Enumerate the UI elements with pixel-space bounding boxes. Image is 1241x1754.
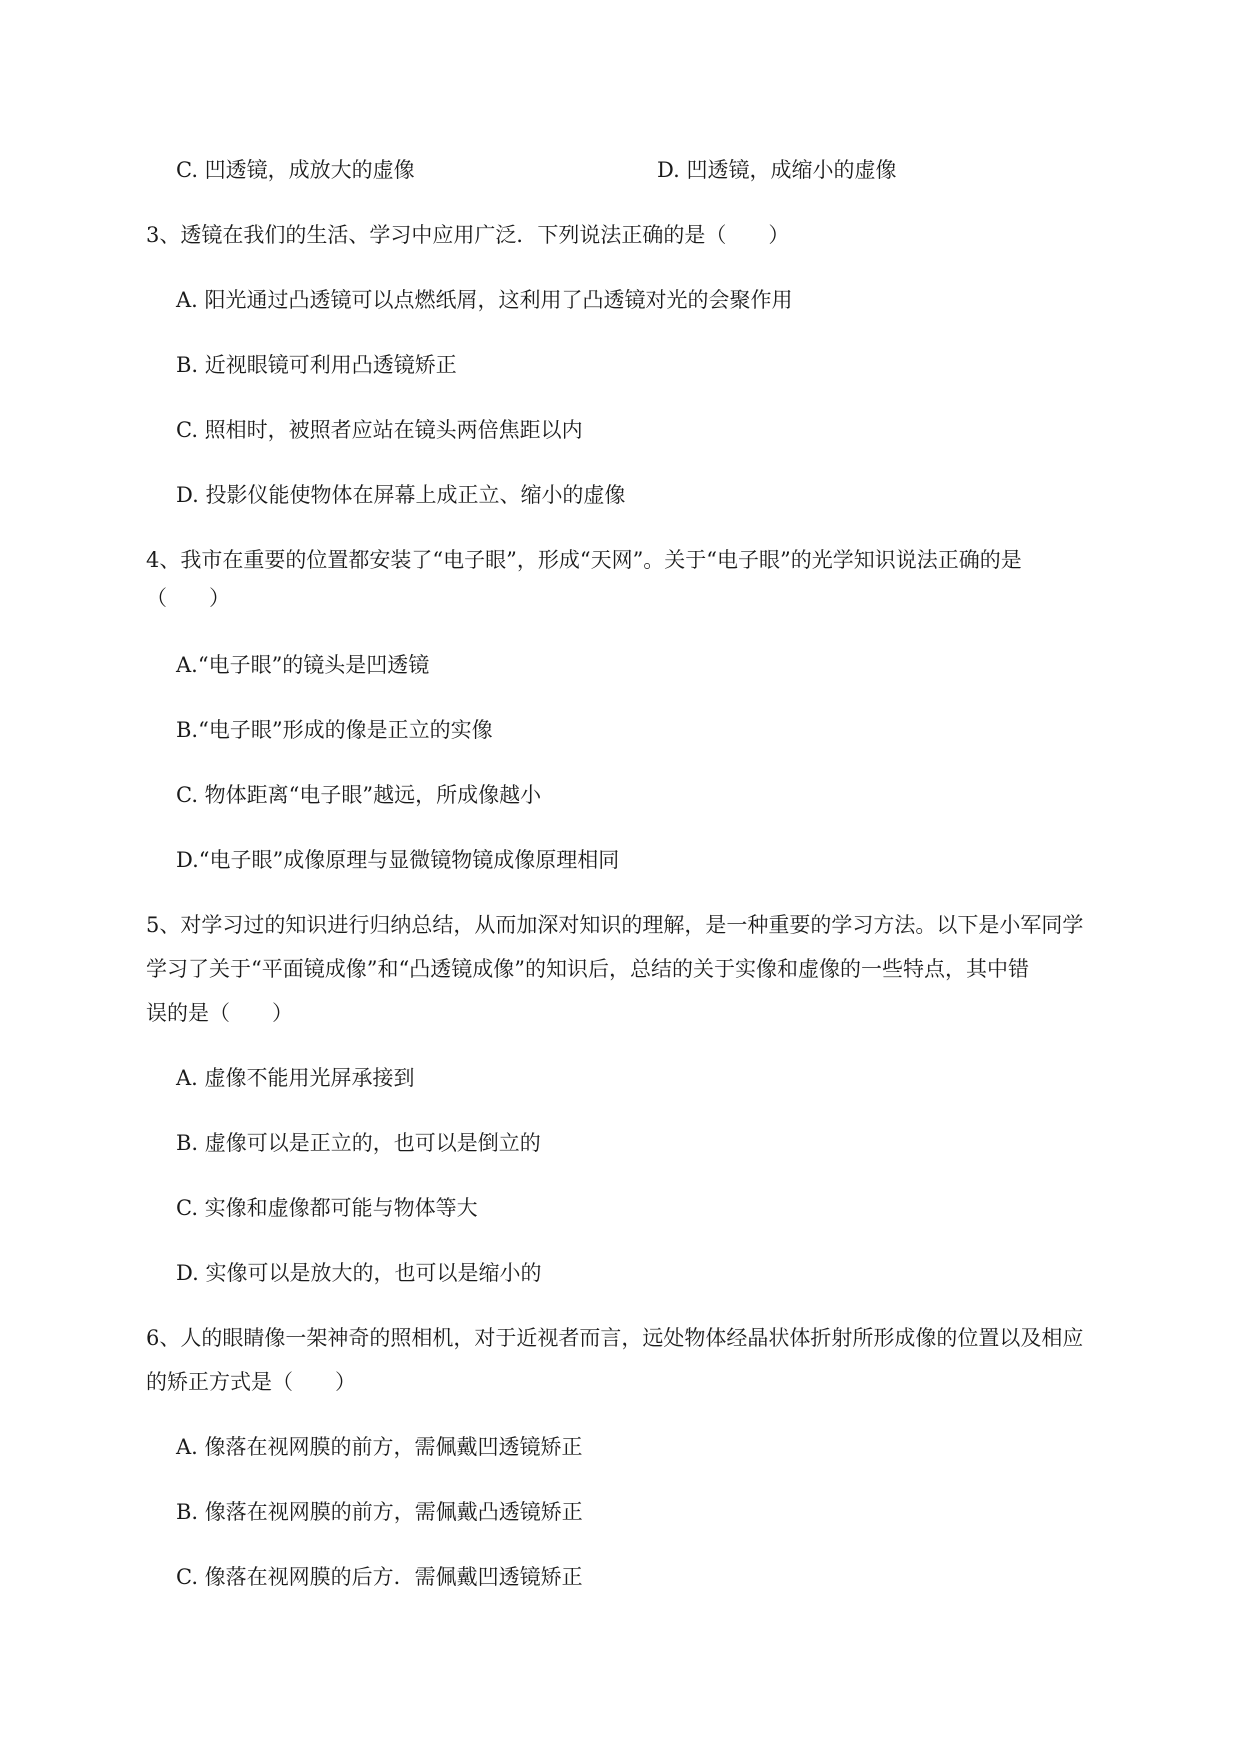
q3-option-d: D. 投影仪能使物体在屏幕上成正立、缩小的虚像	[176, 483, 626, 507]
q4-option-a: A.“电子眼”的镜头是凹透镜	[176, 653, 430, 677]
q5-stem-line2: 学习了关于“平面镜成像”和“凸透镜成像”的知识后，总结的关于实像和虚像的一些特点，其中错	[146, 957, 1029, 981]
q2-option-d: D. 凹透镜，成缩小的虚像	[657, 158, 897, 182]
q4-option-d: D.“电子眼”成像原理与显微镜物镜成像原理相同	[176, 848, 620, 872]
q4-option-b: B.“电子眼”形成的像是正立的实像	[176, 718, 493, 742]
q4-stem-line1: 4、我市在重要的位置都安装了“电子眼”，形成“天网”。关于“电子眼”的光学知识说法正确的是	[146, 548, 1022, 572]
q4-stem-line2: （ ）	[146, 586, 230, 610]
q3-option-c: C. 照相时，被照者应站在镜头两倍焦距以内	[176, 418, 583, 442]
q6-stem-line1: 6、人的眼睛像一架神奇的照相机，对于近视者而言，远处物体经晶状体折射所形成像的位置以及相应	[146, 1326, 1084, 1350]
q5-option-b: B. 虚像可以是正立的，也可以是倒立的	[176, 1131, 541, 1155]
q6-option-a: A. 像落在视网膜的前方，需佩戴凹透镜矫正	[176, 1435, 583, 1459]
q5-option-a: A. 虚像不能用光屏承接到	[176, 1066, 415, 1090]
q3-option-b: B. 近视眼镜可利用凸透镜矫正	[176, 353, 457, 377]
q6-option-b: B. 像落在视网膜的前方，需佩戴凸透镜矫正	[176, 1500, 583, 1524]
q2-option-c: C. 凹透镜，成放大的虚像	[176, 158, 415, 182]
q5-stem-line3: 误的是（ ）	[146, 1001, 293, 1025]
q6-stem-line2: 的矫正方式是（ ）	[146, 1370, 356, 1394]
q4-option-c: C. 物体距离“电子眼”越远，所成像越小	[176, 783, 542, 807]
q5-option-c: C. 实像和虚像都可能与物体等大	[176, 1196, 478, 1220]
q3-option-a: A. 阳光通过凸透镜可以点燃纸屑，这利用了凸透镜对光的会聚作用	[176, 288, 793, 312]
q5-stem-line1: 5、对学习过的知识进行归纳总结，从而加深对知识的理解，是一种重要的学习方法。以下是小军同学	[146, 913, 1084, 937]
q5-option-d: D. 实像可以是放大的，也可以是缩小的	[176, 1261, 542, 1285]
q6-option-c: C. 像落在视网膜的后方．需佩戴凹透镜矫正	[176, 1565, 583, 1589]
q3-stem: 3、透镜在我们的生活、学习中应用广泛．下列说法正确的是（ ）	[146, 223, 790, 247]
